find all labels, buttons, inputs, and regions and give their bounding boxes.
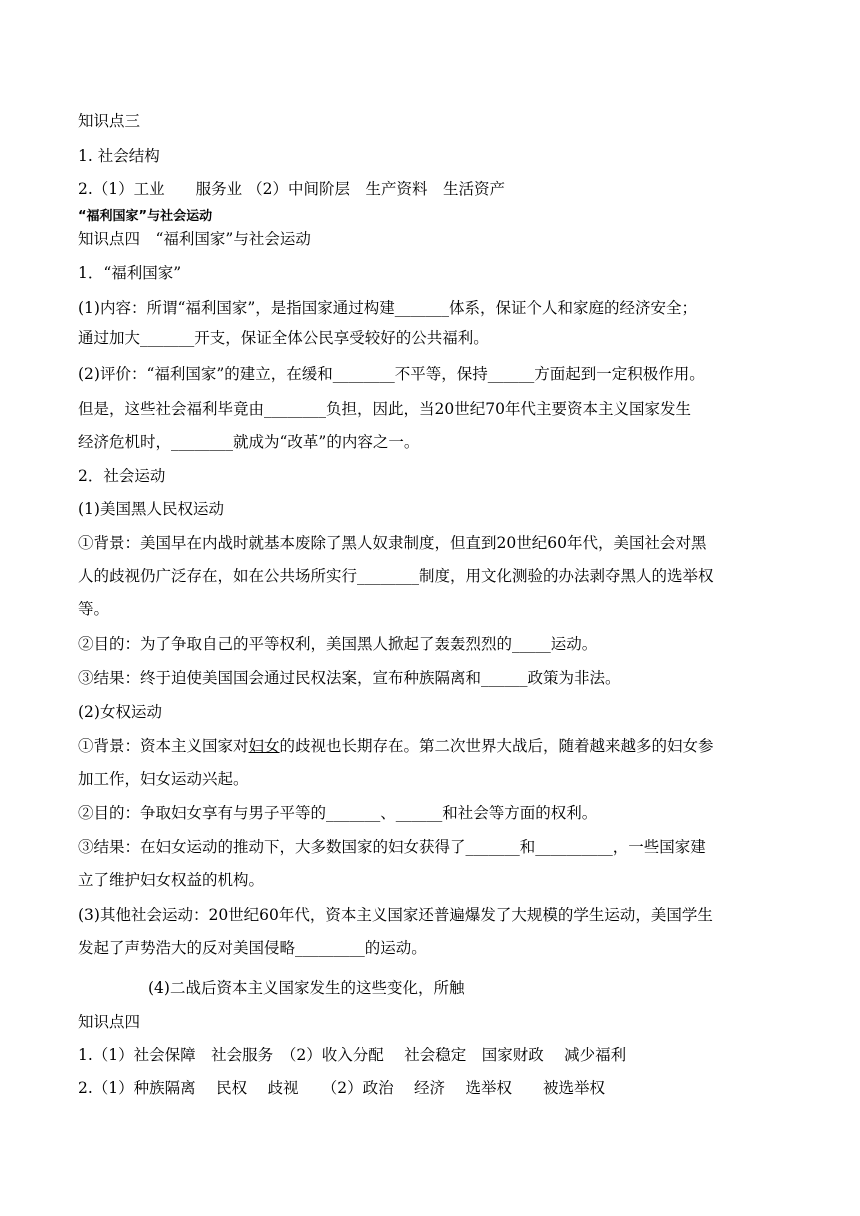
paragraph-line: ①背景：美国早在内战时就基本废除了黑人奴隶制度，但直到20世纪60年代，美国社会对黑 [78,534,707,552]
paragraph-line: 等。 [78,600,110,618]
paragraph-line: 加工作，妇女运动兴起。 [78,770,249,788]
answer-line: 1. 社会结构 [78,147,160,165]
subheading: 1．“福利国家” [78,264,182,282]
answer-line: 2.（1）工业 服务业 （2）中间阶层 生产资料 生活资产 [78,180,505,198]
paragraph-line: 人的歧视仍广泛存在，如在公共场所实行________制度，用文化测验的办法剥夺黑人的选举权 [78,567,714,585]
paragraph-line: (1)内容：所谓“福利国家”，是指国家通过构建_______体系，保证个人和家庭的经济安全； [78,299,698,317]
section-title: “福利国家”与社会运动 [78,209,213,224]
paragraph-line: 经济危机时，________就成为“改革”的内容之一。 [78,433,420,451]
paragraph-line: 但是，这些社会福利毕竟由________负担，因此，当20世纪70年代主要资本主义国家发生 [78,400,691,418]
text-segment: 的歧视也长期存在。第二次世界大战后，随着越来越多的妇女参 [279,737,714,755]
text-segment: ①背景：资本主义国家对 [78,737,249,755]
paragraph-line: ②目的：为了争取自己的平等权利，美国黑人掀起了轰轰烈烈的_____运动。 [78,635,598,653]
subheading: (2)女权运动 [78,703,162,721]
paragraph-line: (2)评价：“福利国家”的建立，在缓和________不平等，保持______方面起到一定积极作用。 [78,365,705,383]
paragraph-line: (4)二战后资本主义国家发生的这些变化，所触 [148,979,465,997]
paragraph-line: (3)其他社会运动：20世纪60年代，资本主义国家还普遍爆发了大规模的学生运动，美国学生 [78,906,713,924]
paragraph-line: ③结果：终于迫使美国国会通过民权法案，宣布种族隔离和______政策为非法。 [78,669,621,687]
paragraph-line: 发起了声势浩大的反对美国侵略_________的运动。 [78,939,427,957]
knowledge-point-4-heading: 知识点四 “福利国家”与社会运动 [78,230,311,248]
knowledge-point-3-heading: 知识点三 [78,112,141,130]
underlined-word: 妇女 [248,737,280,755]
paragraph-line: 立了维护妇女权益的机构。 [78,871,265,889]
paragraph-line: ②目的：争取妇女享有与男子平等的_______、______和社会等方面的权利。 [78,804,598,822]
answer-line: 2.（1）种族隔离 民权 歧视 （2）政治 经济 选举权 被选举权 [78,1079,605,1097]
answer-line: 1.（1）社会保障 社会服务 （2）收入分配 社会稳定 国家财政 减少福利 [78,1046,627,1064]
subheading: 2．社会运动 [78,467,166,485]
paragraph-line [78,735,714,757]
subheading: (1)美国黑人民权运动 [78,500,224,518]
paragraph-line: 通过加大_______开支，保证全体公民享受较好的公共福利。 [78,329,489,347]
paragraph-line: ③结果：在妇女运动的推动下，大多数国家的妇女获得了_______和__________，一些国家建 [78,838,706,856]
knowledge-point-4-answers-heading: 知识点四 [78,1013,141,1031]
